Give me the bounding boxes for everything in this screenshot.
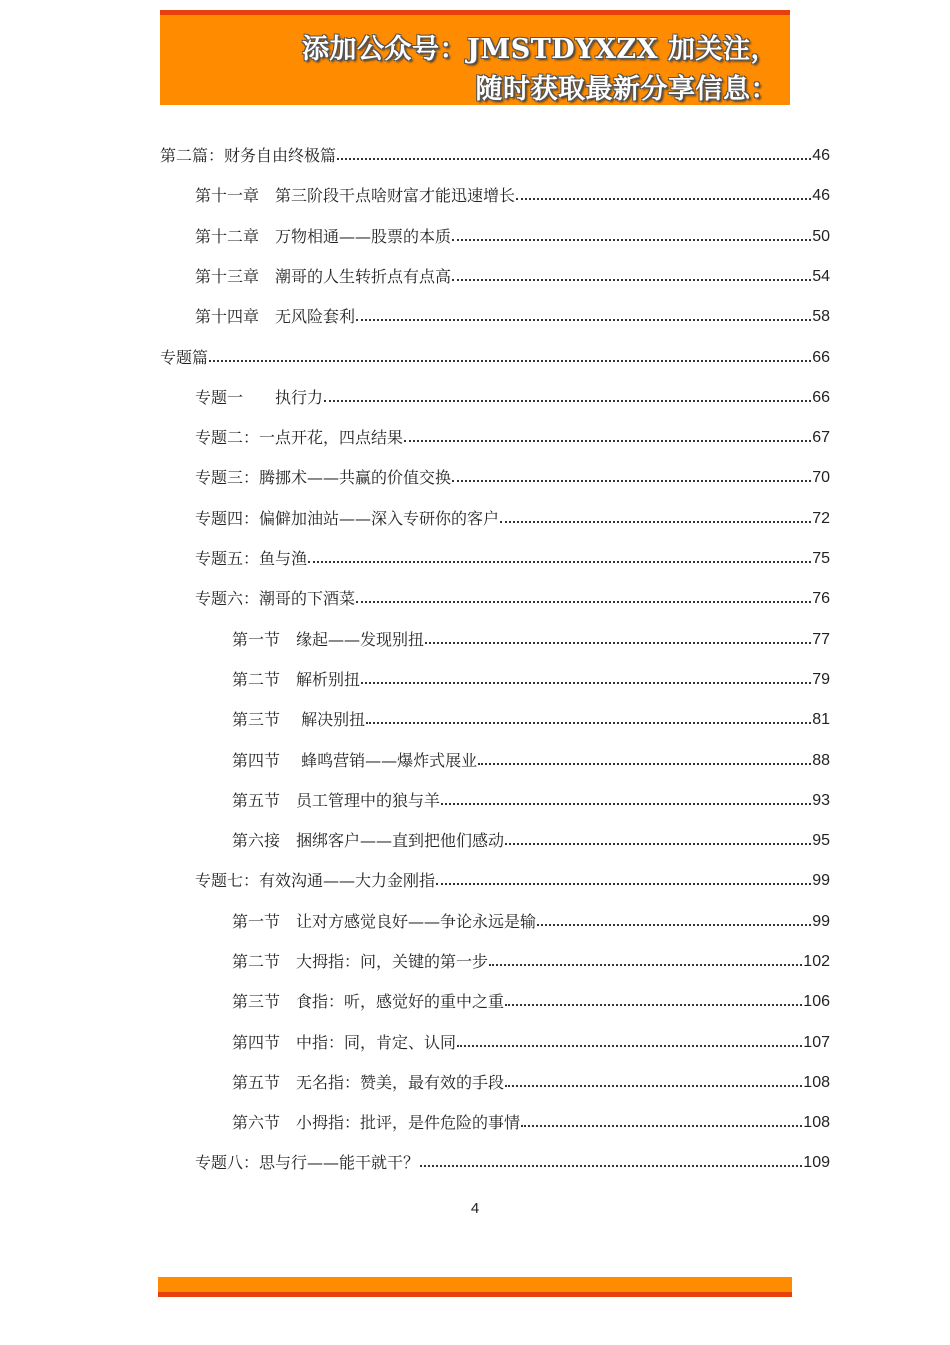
toc-entry[interactable] (195, 462, 830, 488)
toc-entry[interactable] (160, 342, 830, 368)
toc-entry-page: 81 (812, 711, 830, 728)
toc-entry-title: 专题六：潮哥的下酒菜 (195, 589, 356, 608)
toc-leader-dots (420, 1164, 802, 1167)
toc-leader-dots (500, 520, 811, 523)
toc-entry-page: 72 (812, 510, 830, 527)
toc-entry-title: 第五节 员工管理中的狼与羊 (232, 791, 441, 810)
toc-entry-title: 第三节 食指：听，感觉好的重中之重 (232, 992, 505, 1011)
toc-entry-page: 88 (812, 752, 830, 769)
toc-entry[interactable] (232, 1067, 830, 1093)
toc-entry-page: 93 (812, 792, 830, 809)
toc-entry[interactable] (232, 745, 830, 771)
toc-entry[interactable] (232, 704, 830, 730)
toc-entry[interactable] (232, 785, 830, 811)
toc-entry-title: 第二篇：财务自由终极篇 (160, 146, 337, 165)
toc-entry-title: 第四节 中指：同，肯定、认同 (232, 1033, 457, 1052)
toc-entry-page: 108 (803, 1074, 830, 1091)
toc-entry[interactable] (232, 906, 830, 932)
toc-leader-dots (436, 882, 811, 885)
toc-entry[interactable] (195, 543, 830, 569)
toc-entry[interactable] (195, 382, 830, 408)
toc-entry[interactable] (232, 624, 830, 650)
toc-leader-dots (209, 359, 811, 362)
toc-leader-dots (324, 399, 811, 402)
toc-entry-title: 第一节 缘起——发现别扭 (232, 630, 425, 649)
toc-entry-title: 第十三章 潮哥的人生转折点有点高 (195, 267, 452, 286)
toc-entry-title: 第三节 解决别扭 (232, 710, 366, 729)
toc-entry-title: 专题篇 (160, 348, 209, 367)
toc-leader-dots (537, 923, 811, 926)
toc-entry-page: 66 (812, 349, 830, 366)
toc-leader-dots (457, 1044, 802, 1047)
toc-leader-dots (452, 278, 811, 281)
banner-line-1: 添加公众号：JMSTDYXZX 加关注， (302, 34, 778, 65)
toc-entry-title: 专题七：有效沟通——大力金刚指 (195, 871, 436, 890)
toc-leader-dots (452, 479, 811, 482)
toc-entry-page: 95 (812, 832, 830, 849)
toc-entry-title: 第一节 让对方感觉良好——争论永远是输 (232, 912, 537, 931)
toc-entry-page: 106 (803, 993, 830, 1010)
toc-leader-dots (478, 762, 811, 765)
toc-leader-dots (505, 1003, 802, 1006)
toc-entry-page: 109 (803, 1154, 830, 1171)
toc-entry[interactable] (232, 986, 830, 1012)
toc-leader-dots (489, 963, 802, 966)
toc-entry-title: 第二节 大拇指：问，关键的第一步 (232, 952, 489, 971)
toc-entry[interactable] (195, 583, 830, 609)
toc-entry-title: 第五节 无名指：赞美，最有效的手段 (232, 1073, 505, 1092)
toc-entry-title: 专题八：思与行——能干就干？ (195, 1153, 420, 1172)
toc-entry-title: 专题三：腾挪术——共赢的价值交换 (195, 468, 452, 487)
toc-leader-dots (521, 1124, 802, 1127)
toc-entry[interactable] (195, 180, 830, 206)
toc-entry-page: 77 (812, 631, 830, 648)
toc-entry-page: 46 (812, 147, 830, 164)
toc-entry-page: 76 (812, 590, 830, 607)
page-number: 4 (470, 1200, 480, 1217)
banner-line-2: 随时获取最新分享信息： (475, 74, 778, 105)
toc-entry[interactable] (195, 261, 830, 287)
toc-entry[interactable] (232, 1107, 830, 1133)
toc-entry-title: 第四节 蜂鸣营销——爆炸式展业 (232, 751, 478, 770)
toc-entry[interactable] (195, 1147, 830, 1173)
toc-entry-page: 79 (812, 671, 830, 688)
toc-entry-page: 102 (803, 953, 830, 970)
toc-entry-page: 66 (812, 389, 830, 406)
toc-entry-title: 第六接 捆绑客户——直到把他们感动 (232, 831, 505, 850)
toc-entry-title: 专题四：偏僻加油站——深入专研你的客户 (195, 509, 500, 528)
toc-entry-title: 第六节 小拇指：批评，是件危险的事情 (232, 1113, 521, 1132)
toc-entry-title: 专题一 执行力 (195, 388, 324, 407)
toc-entry-page: 54 (812, 268, 830, 285)
toc-entry-page: 50 (812, 228, 830, 245)
toc-entry[interactable] (232, 1027, 830, 1053)
toc-entry-page: 99 (812, 913, 830, 930)
toc-leader-dots (308, 560, 811, 563)
toc-leader-dots (425, 641, 811, 644)
toc-entry[interactable] (195, 221, 830, 247)
toc-leader-dots (356, 600, 811, 603)
toc-entry-page: 58 (812, 308, 830, 325)
header-banner (160, 10, 790, 105)
toc-leader-dots (505, 1084, 802, 1087)
toc-entry[interactable] (195, 422, 830, 448)
footer-bar (158, 1277, 792, 1297)
toc-entry-title: 第十四章 无风险套利 (195, 307, 356, 326)
toc-leader-dots (452, 238, 811, 241)
toc-entry-title: 第十二章 万物相通——股票的本质 (195, 227, 452, 246)
toc-entry-title: 专题二：一点开花，四点结果 (195, 428, 404, 447)
toc-leader-dots (366, 721, 811, 724)
toc-entry-page: 46 (812, 187, 830, 204)
toc-leader-dots (404, 439, 811, 442)
toc-entry-page: 67 (812, 429, 830, 446)
toc-entry-page: 107 (803, 1034, 830, 1051)
toc-entry[interactable] (232, 664, 830, 690)
toc-entry[interactable] (195, 503, 830, 529)
toc-leader-dots (505, 842, 811, 845)
toc-entry-page: 75 (812, 550, 830, 567)
toc-entry[interactable] (195, 301, 830, 327)
toc-entry[interactable] (195, 865, 830, 891)
toc-leader-dots (337, 157, 811, 160)
toc-entry-title: 专题五：鱼与渔 (195, 549, 308, 568)
toc-entry[interactable] (160, 140, 830, 166)
toc-entry-title: 第十一章 第三阶段干点啥财富才能迅速增长 (195, 186, 516, 205)
toc-entry-page: 99 (812, 872, 830, 889)
toc-leader-dots (516, 197, 811, 200)
toc-entry-title: 第二节 解析别扭 (232, 670, 361, 689)
toc-entry[interactable] (232, 825, 830, 851)
toc-leader-dots (441, 802, 811, 805)
toc-entry-page: 108 (803, 1114, 830, 1131)
toc-leader-dots (356, 318, 811, 321)
toc-entry[interactable] (232, 946, 830, 972)
toc-leader-dots (361, 681, 811, 684)
toc-entry-page: 70 (812, 469, 830, 486)
